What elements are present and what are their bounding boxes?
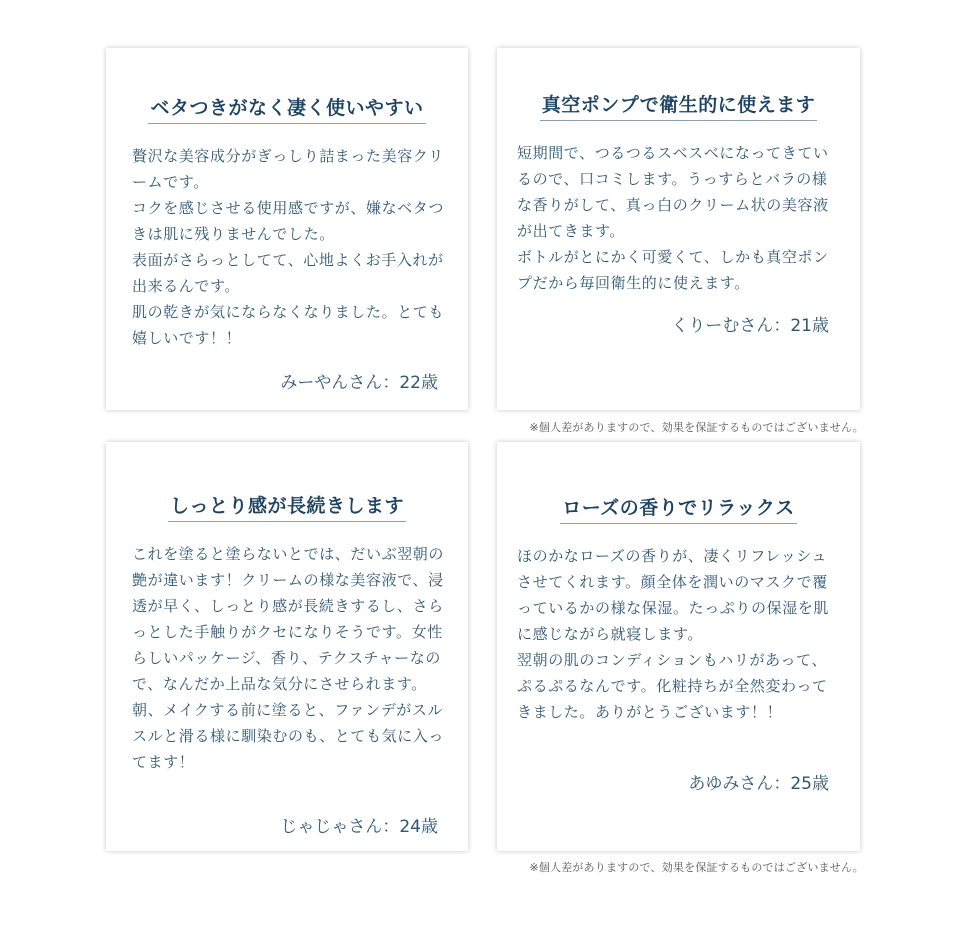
review-text xyxy=(517,543,832,725)
review-title: しっとり感が長続きします xyxy=(106,491,468,522)
review-card xyxy=(497,48,860,410)
disclaimer-note: ※個人差がありますので、効果を保証するものではございません。 xyxy=(529,861,864,874)
review-paragraph: 短期間で、つるつるスベスベになってきているので、口コミします。うっすらとバラの様な香りがして、真っ白のクリーム状の美容液が出てきます。 xyxy=(517,144,829,240)
review-card xyxy=(497,442,860,851)
review-title: ベタつきがなく凄く使いやすい xyxy=(106,93,468,124)
reviewer-name: じゃじゃさん：24歳 xyxy=(280,817,438,837)
review-paragraph: 表面がさらっとしてて、心地よくお手入れが出来るんです。 xyxy=(132,251,444,295)
review-title: ローズの香りでリラックス xyxy=(497,493,860,524)
disclaimer-note: ※個人差がありますので、効果を保証するものではございません。 xyxy=(529,421,864,434)
review-paragraph: 朝、メイクする前に塗ると、ファンデがスルスルと滑る様に馴染むのも、とても気に入ってます！ xyxy=(132,701,445,771)
review-paragraph: ほのかなローズの香りが、凄くリフレッシュさせてくれます。顔全体を潤いのマスクで覆っているかの様な保湿。たっぷりの保湿を肌に感じながら就寝します。 xyxy=(517,547,830,643)
review-paragraph: ボトルがとにかく可愛くて、しかも真空ポンプだから毎回衛生的に使えます。 xyxy=(517,248,829,292)
review-text xyxy=(132,541,444,775)
review-paragraph: コクを感じさせる使用感ですが、嫌なベタつきは肌に残りませんでした。 xyxy=(132,199,445,243)
review-text xyxy=(517,140,832,296)
reviewer-name: みーやんさん：22歳 xyxy=(280,373,438,393)
review-card xyxy=(106,442,468,851)
review-paragraph: 肌の乾きが気にならなくなりました。とても嬉しいです！！ xyxy=(132,303,445,347)
review-paragraph: これを塗ると塗らないとでは、だいぶ翌朝の艶が違います！クリームの様な美容液で、浸透が早く、しっとり感が長続きするし、さらっとした手触りがクセになりそうです。女性らしいパッケージ、香り、テクスチャーなので、なんだか上品な気分にさせられます。 xyxy=(132,545,445,693)
reviewer-name: あゆみさん：25歳 xyxy=(688,774,829,794)
review-text xyxy=(132,143,444,351)
review-card xyxy=(106,48,468,410)
review-paragraph: 翌朝の肌のコンディションもハリがあって、ぷるぷるなんです。化粧持ちが全然変わってきました。ありがとうございます！！ xyxy=(517,651,828,721)
review-title: 真空ポンプで衛生的に使えます xyxy=(497,90,860,121)
review-paragraph: 贅沢な美容成分がぎっしり詰まった美容クリームです。 xyxy=(132,147,445,191)
reviewer-name: くりーむさん：21歳 xyxy=(671,316,829,336)
